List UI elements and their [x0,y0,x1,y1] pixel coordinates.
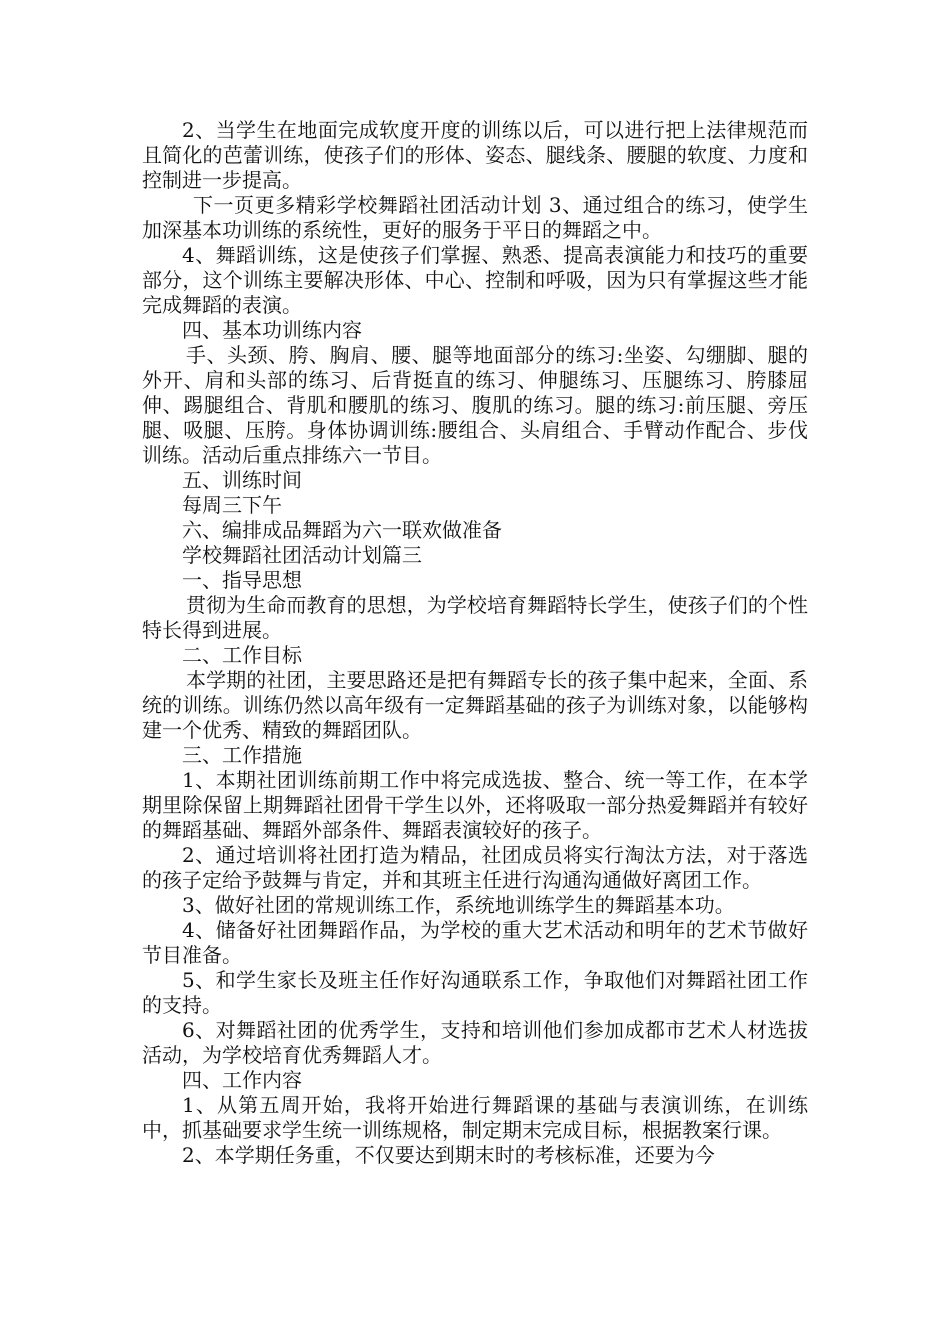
paragraph-guiding-ideology: 贯彻为生命而教育的思想，为学校培育舞蹈特长学生，使孩子们的个性特长得到进展。 [142,593,808,642]
heading-basic-skills: 四、基本功训练内容 [182,318,362,342]
heading-work-goals: 二、工作目标 [182,643,302,667]
paragraph-combination-practice: 下一页更多精彩学校舞蹈社团活动计划 3、通过组合的练习，使学生加深基本功训练的系统性，更好的服务于平日的舞蹈之中。 [142,193,808,242]
heading-plan-part-three: 学校舞蹈社团活动计划篇三 [182,543,422,567]
paragraph-content-2: 2、本学期任务重，不仅要达到期末时的考核标准，还要为今 [182,1143,715,1167]
paragraph-basic-skills-content: 手、头颈、胯、胸肩、腰、腿等地面部分的练习:坐姿、勾绷脚、腿的外开、肩和头部的练习、后背挺直的练习、伸腿练习、压腿练习、胯膝屈伸、踢腿组合、背肌和腰肌的练习、腹肌的练习。腿的练习:前压腿、旁压腿、吸腿、压胯。身体协调训练:腰组合、头肩组合、手臂动作配合、步伐训练。活动后重点排练六一节目。 [142,343,808,467]
paragraph-measure-3: 3、做好社团的常规训练工作，系统地训练学生的舞蹈基本功。 [182,893,735,917]
paragraph-measure-5: 5、和学生家长及班主任作好沟通联系工作，争取他们对舞蹈社团工作的支持。 [142,968,808,1017]
paragraph-measure-2: 2、通过培训将社团打造为精品，社团成员将实行淘汰方法，对于落选的孩子定给予鼓舞与肯定，并和其班主任进行沟通沟通做好离团工作。 [142,843,808,892]
heading-training-time: 五、训练时间 [182,468,302,492]
paragraph-content-1: 1、从第五周开始，我将开始进行舞蹈课的基础与表演训练，在训练中，抓基础要求学生统一训练规格，制定期末完成目标，根据教案行课。 [142,1093,808,1142]
paragraph-ballet-training: 2、当学生在地面完成软度开度的训练以后，可以进行把上法律规范而且简化的芭蕾训练，使孩子们的形体、姿态、腿线条、腰腿的软度、力度和控制进一步提高。 [142,118,808,192]
paragraph-measure-1: 1、本期社团训练前期工作中将完成选拔、整合、统一等工作，在本学期里除保留上期舞蹈社团骨干学生以外，还将吸取一部分热爱舞蹈并有较好的舞蹈基础、舞蹈外部条件、舞蹈表演较好的孩子。 [142,768,808,842]
paragraph-measure-4: 4、储备好社团舞蹈作品，为学校的重大艺术活动和明年的艺术节做好节目准备。 [142,918,808,967]
paragraph-work-goals: 本学期的社团，主要思路还是把有舞蹈专长的孩子集中起来，全面、系统的训练。训练仍然以高年级有一定舞蹈基础的孩子为训练对象，以能够构建一个优秀、精致的舞蹈团队。 [142,668,808,742]
paragraph-dance-training: 4、舞蹈训练，这是使孩子们掌握、熟悉、提高表演能力和技巧的重要部分，这个训练主要解决形体、中心、控制和呼吸，因为只有掌握这些才能完成舞蹈的表演。 [142,243,808,317]
heading-guiding-ideology: 一、指导思想 [182,568,302,592]
paragraph-training-time: 每周三下午 [182,493,282,517]
document-body [142,118,808,1168]
heading-work-measures: 三、工作措施 [182,743,302,767]
heading-choreography: 六、编排成品舞蹈为六一联欢做准备 [182,518,502,542]
paragraph-measure-6: 6、对舞蹈社团的优秀学生，支持和培训他们参加成都市艺术人材选拔活动，为学校培育优秀舞蹈人才。 [142,1018,808,1067]
heading-work-content: 四、工作内容 [182,1068,302,1092]
